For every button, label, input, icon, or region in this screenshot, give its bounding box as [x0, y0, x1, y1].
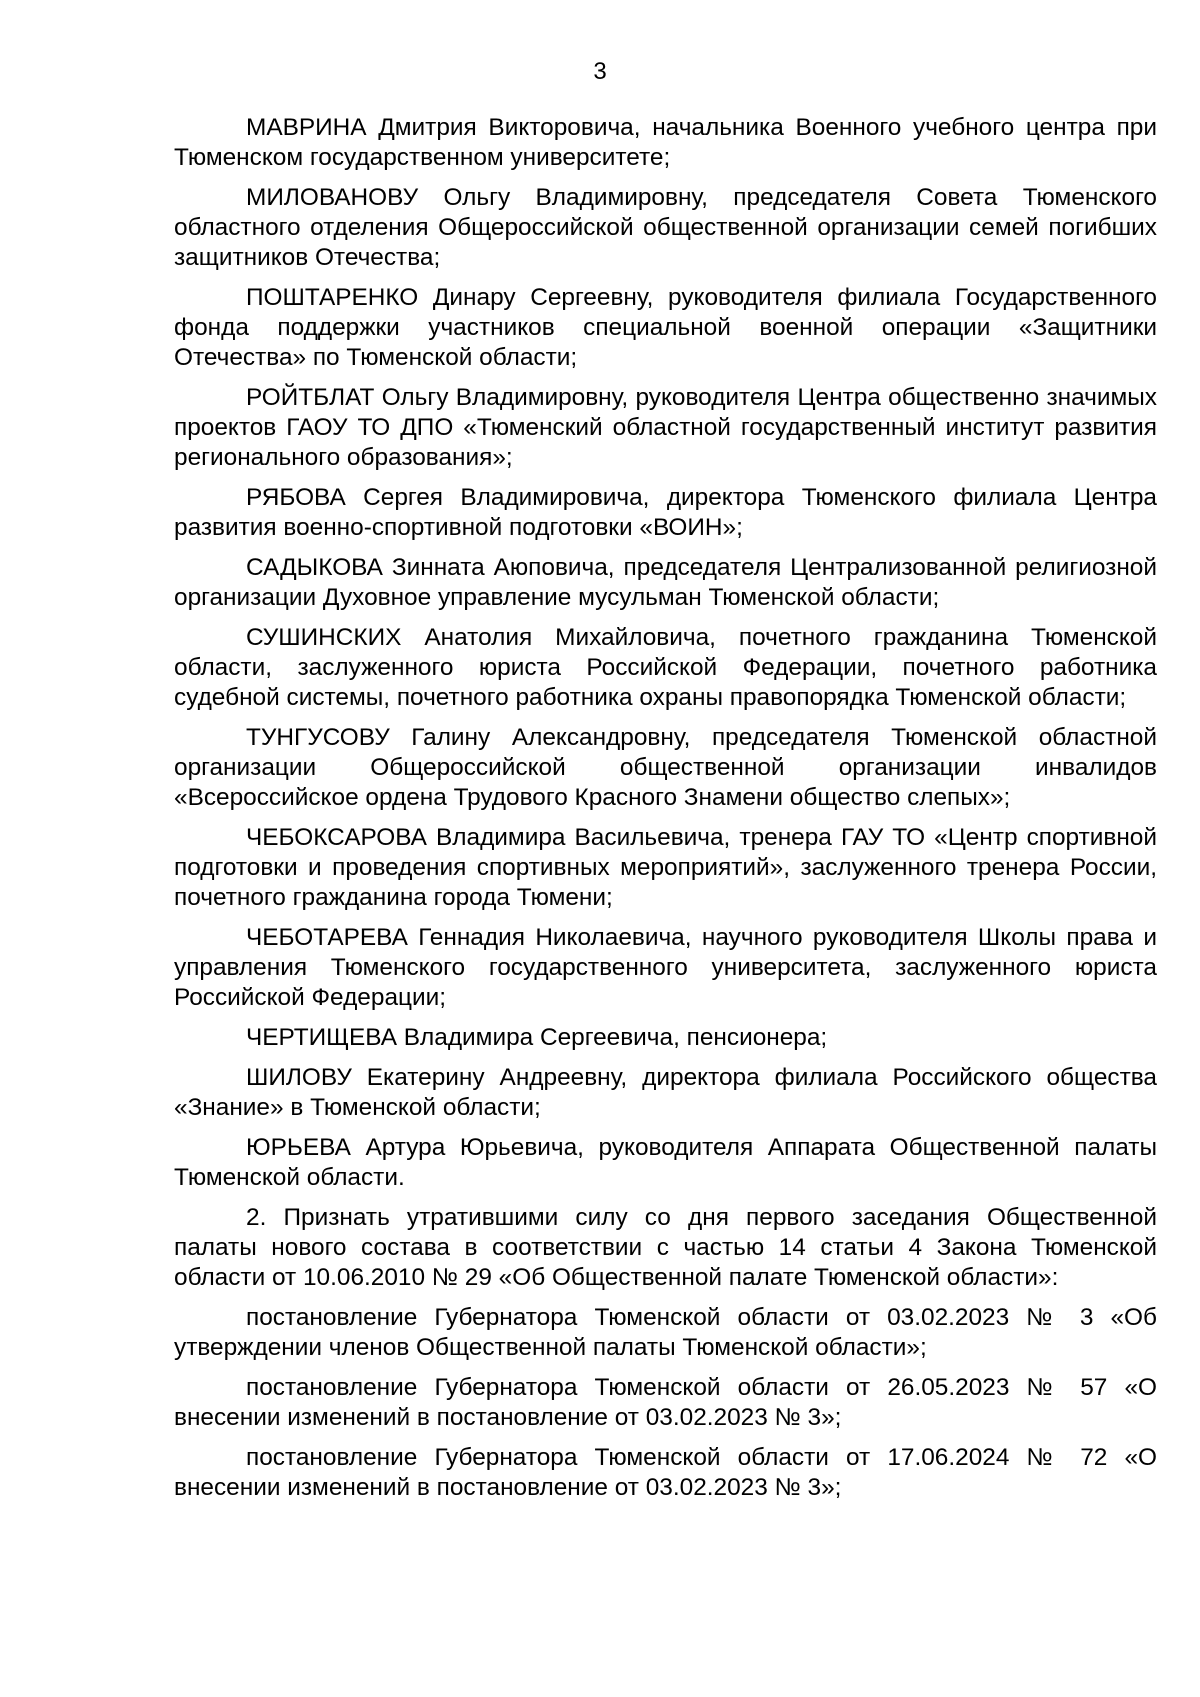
page-number: 3: [593, 58, 607, 85]
paragraph-tungusova: ТУНГУСОВУ Галину Александровну, председателя Тюменской областной организации Общероссийской общественной организации инвалидов «Всероссийское ордена Трудового Красного Знамени общество слепых»;: [174, 724, 1157, 811]
paragraph-milovanova: МИЛОВАНОВУ Ольгу Владимировну, председателя Совета Тюменского областного отделения Общероссийской общественной организации семей погибших защитников Отечества;: [174, 184, 1157, 271]
document-body: [174, 113, 1157, 1513]
paragraph-yuryev: ЮРЬЕВА Артура Юрьевича, руководителя Аппарата Общественной палаты Тюменской области.: [174, 1134, 1157, 1191]
paragraph-chertishchev: ЧЕРТИЩЕВА Владимира Сергеевича, пенсионера;: [246, 1024, 828, 1051]
paragraph-decree-3: постановление Губернатора Тюменской области от 03.02.2023 № 3 «Об утверждении членов Общественной палаты Тюменской области»;: [174, 1304, 1157, 1361]
paragraph-sadykov: САДЫКОВА Зинната Аюповича, председателя Централизованной религиозной организации Духовное управление мусульман Тюменской области;: [174, 554, 1157, 611]
paragraph-poshtarenko: ПОШТАРЕНКО Динару Сергеевну, руководителя филиала Государственного фонда поддержки участников специальной военной операции «Защитники Отечества» по Тюменской области;: [174, 284, 1157, 371]
paragraph-cheboksarov: ЧЕБОКСАРОВА Владимира Васильевича, тренера ГАУ ТО «Центр спортивной подготовки и проведения спортивных мероприятий», заслуженного тренера России, почетного гражданина города Тюмени;: [174, 824, 1157, 911]
paragraph-shilova: ШИЛОВУ Екатерину Андреевну, директора филиала Российского общества «Знание» в Тюменской области;: [174, 1064, 1157, 1121]
paragraph-decree-57: постановление Губернатора Тюменской области от 26.05.2023 № 57 «О внесении изменений в постановление от 03.02.2023 № 3»;: [174, 1374, 1157, 1431]
paragraph-sushinskikh: СУШИНСКИХ Анатолия Михайловича, почетного гражданина Тюменской области, заслуженного юриста Российской Федерации, почетного работника судебной системы, почетного работника охраны правопорядка Тюменской области;: [174, 624, 1157, 711]
paragraph-clause-2: 2. Признать утратившими силу со дня первого заседания Общественной палаты нового состава в соответствии с частью 14 статьи 4 Закона Тюменской области от 10.06.2010 № 29 «Об Общественной палате Тюменской области»:: [174, 1204, 1157, 1291]
paragraph-roitblat: РОЙТБЛАТ Ольгу Владимировну, руководителя Центра общественно значимых проектов ГАОУ ТО ДПО «Тюменский областной государственный институт развития регионального образования»;: [174, 384, 1157, 471]
paragraph-ryabov: РЯБОВА Сергея Владимировича, директора Тюменского филиала Центра развития военно-спортивной подготовки «ВОИН»;: [174, 484, 1157, 541]
paragraph-chebotarev: ЧЕБОТАРЕВА Геннадия Николаевича, научного руководителя Школы права и управления Тюменского государственного университета, заслуженного юриста Российской Федерации;: [174, 924, 1157, 1011]
paragraph-mavrin: МАВРИНА Дмитрия Викторовича, начальника Военного учебного центра при Тюменском государственном университете;: [174, 114, 1157, 171]
paragraph-decree-72: постановление Губернатора Тюменской области от 17.06.2024 № 72 «О внесении изменений в постановление от 03.02.2023 № 3»;: [174, 1444, 1157, 1501]
